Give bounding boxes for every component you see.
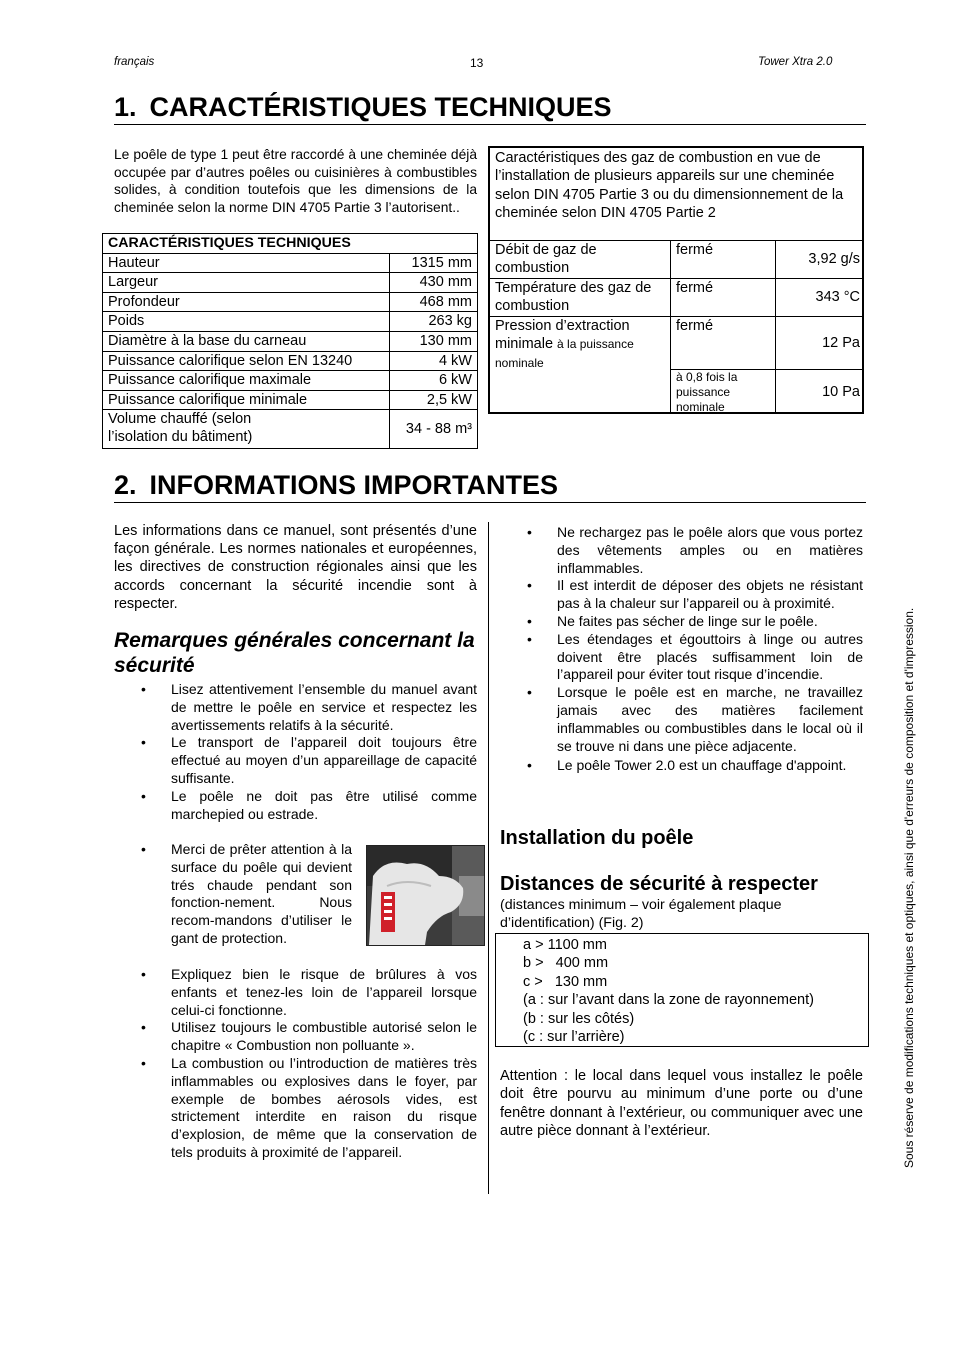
list-item: • La combustion ou l’introduction de matières très inflammables ou explosives dans le foyer, par exemple de bombes aérosols vides, est strictement interdite en raison du risque d’explosion, de même que la conservation de tels produits à proximité de l’appareil. <box>114 1055 477 1162</box>
gas-temp-state: fermé <box>676 280 714 296</box>
list-item: • Lorsque le poêle est en marche, ne travaillez jamais avec des matières facilement inflammables ou combustibles dans le local où il se trouve ni dans une pièce adjacente. <box>500 684 863 755</box>
table-row: Profondeur 468 mm <box>103 292 478 312</box>
column-divider <box>488 522 489 1194</box>
table-row: Hauteur 1315 mm <box>103 253 478 273</box>
spec-table-header: CARACTÉRISTIQUES TECHNIQUES <box>103 234 478 254</box>
pressure-state: fermé <box>676 318 714 334</box>
section1-intro: Le poêle de type 1 peut être raccordé à une cheminée déjà occupée par d’autres poêles ou cuisinières à combustibles solides, à condition toutefois que les dimensions de la cheminée selon la norme DIN 4705 Partie 3 l’autorisent.. <box>114 147 477 215</box>
list-item: • Le transport de l’appareil doit toujours être effectué au moyen d’un appareillage de capacité suffisante. <box>114 734 477 787</box>
list-item: • Ne rechargez pas le poêle alors que vous portez des vêtements amples ou en matières inflammables. <box>500 524 863 577</box>
distance-c: c > 130 mm <box>523 973 608 990</box>
safety-list-top <box>114 681 477 823</box>
distances-note: (distances minimum – voir également plaque d’identification) (Fig. 2) <box>500 897 782 931</box>
table-row: Volume chauffé (selon l’isolation du bâtiment) 34 - 88 m³ <box>103 410 478 449</box>
list-item: • Lisez attentivement l’ensemble du manuel avant de mettre le poêle en service et respectez les avertissements relatifs à la sécurité. <box>114 681 477 734</box>
distance-a: a > 1100 mm <box>523 937 607 953</box>
safety-heading: Remarques générales concernant la sécurité <box>114 629 475 677</box>
pressure-state-2: à 0,8 fois la puissance nominale <box>676 370 738 414</box>
distances-heading: Distances de sécurité à respecter <box>500 873 818 895</box>
spec-table <box>102 233 478 449</box>
list-item: • Les étendages et égouttoirs à linge ou autres doivent être placés suffisamment loin de l’appareil pour éviter tout risque d’incendie. <box>500 631 863 684</box>
table-row: Largeur 430 mm <box>103 273 478 293</box>
list-item: • Le poêle ne doit pas être utilisé comme marchepied ou estrade. <box>114 788 477 824</box>
pressure-label: Pression d’extraction minimale à la puissance nominale <box>495 318 634 370</box>
distance-b: b > 400 mm <box>523 955 609 972</box>
distances-box <box>495 933 869 1047</box>
list-item: • Utilisez toujours le combustible autorisé selon le chapitre « Combustion non polluante ». <box>114 1019 477 1055</box>
pressure-value-2: 10 Pa <box>822 384 860 400</box>
table-row: Puissance calorifique maximale 6 kW <box>103 371 478 391</box>
install-heading: Installation du poêle <box>500 827 694 849</box>
gas-flow-state: fermé <box>676 242 714 258</box>
safety-list-right <box>500 524 863 775</box>
pressure-value: 12 Pa <box>822 335 860 351</box>
list-item: • Il est interdit de déposer des objets ne résistant pas à la chaleur sur l’appareil ou à proximité. <box>500 577 863 613</box>
gas-temp-value: 343 °C <box>815 289 860 305</box>
gas-flow-label: Débit de gaz de combustion <box>495 242 597 277</box>
header-product: Tower Xtra 2.0 <box>758 56 833 68</box>
section1-title: 1. CARACTÉRISTIQUES TECHNIQUES <box>114 90 866 125</box>
distance-a-note: (a : sur l’avant dans la zone de rayonnement) <box>523 992 814 1009</box>
distance-c-note: (c : sur l’arrière) <box>523 1029 625 1046</box>
page-number: 13 <box>470 56 484 70</box>
table-row: Poids 263 kg <box>103 312 478 332</box>
attention-note: Attention : le local dans lequel vous installez le poêle doit être pourvu au minimum d’une porte ou d’une fenêtre donnant à l’extérieur, ou communiquer avec une autre pièce donnant à l’extérieur. <box>500 1068 863 1140</box>
section2-intro: Les informations dans ce manuel, sont présentés d’une façon générale. Les normes nationales et européennes, les directives de construction régionales ainsi que les accords concernant la sécurité incendie sont à respecter. <box>114 523 477 612</box>
table-row: Puissance calorifique selon EN 13240 4 kW <box>103 351 478 371</box>
table-row: Diamètre à la base du carneau 130 mm <box>103 331 478 351</box>
table-row: Puissance calorifique minimale 2,5 kW <box>103 390 478 410</box>
list-item: • Merci de prêter attention à la surface du poêle qui devient trés chaude pendant son fonction-nement. Nous recom-mandons d’utiliser le gant de protection. <box>114 841 352 948</box>
header-language: français <box>114 56 155 68</box>
gas-flow-value: 3,92 g/s <box>808 251 860 267</box>
list-item: • Ne faites pas sécher de linge sur le poêle. <box>500 613 863 631</box>
section2-title: 2. INFORMATIONS IMPORTANTES <box>114 468 866 503</box>
list-item: • Expliquez bien le risque de brûlures à vos enfants et tenez-les loin de l’appareil lorsque celui-ci fonctionne. <box>114 966 477 1019</box>
gas-temp-label: Température des gaz de combustion <box>495 280 652 315</box>
protective-glove-photo <box>366 845 485 946</box>
safety-list-glove <box>114 841 352 948</box>
flue-gas-table <box>488 146 864 414</box>
list-item: • Le poêle Tower 2.0 est un chauffage d'appoint. <box>500 757 863 775</box>
side-disclaimer: Sous réserve de modifications techniques et optiques, ainsi que d'erreurs de composition et d'impression. <box>902 607 916 1168</box>
distance-b-note: (b : sur les côtés) <box>523 1010 635 1027</box>
safety-list-bottom <box>114 966 477 1162</box>
flue-gas-heading: Caractéristiques des gaz de combustion en vue de l’installation de plusieurs appareils sur une cheminée selon DIN 4705 Partie 3 ou du dimensionnement de la cheminée selon DIN 4705 Partie 2 <box>495 150 844 222</box>
